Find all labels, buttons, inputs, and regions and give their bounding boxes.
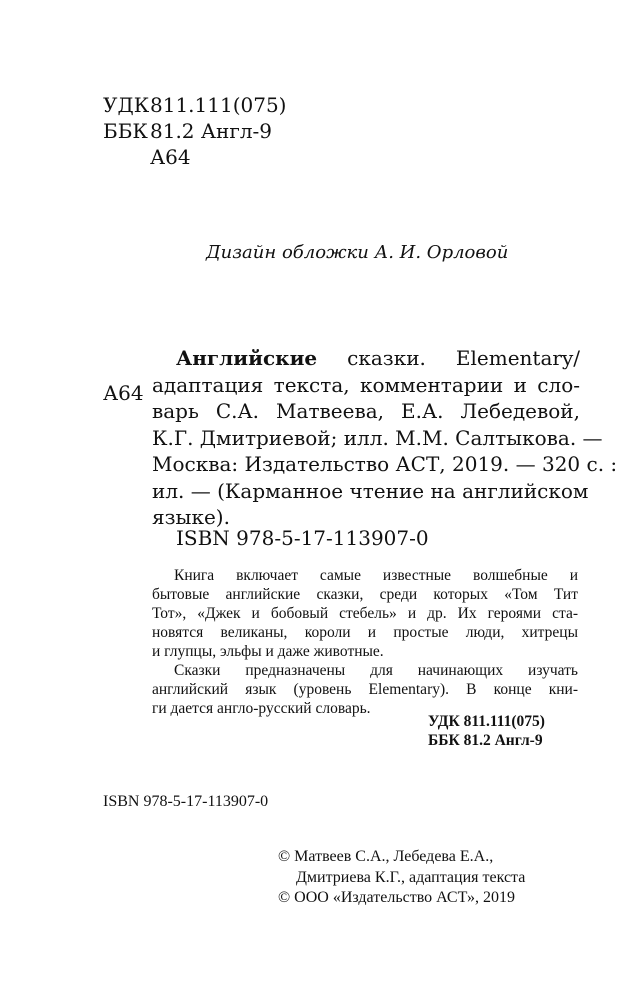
classification-block-top xyxy=(103,92,286,144)
annotation-line: Сказки предназначены для начинающих изучать xyxy=(174,662,578,679)
annotation-line: Тот», «Джек и бобовый стебель» и др. Их героями ста- xyxy=(152,605,578,622)
copyright-line: Дмитриева К.Г., адаптация текста xyxy=(296,868,526,886)
annotation-line: новятся великаны, короли и простые люди, хитрецы xyxy=(152,624,578,641)
isbn-bottom: ISBN 978-5-17-113907-0 xyxy=(103,793,269,810)
bibliographic-line: К.Г. Дмитриевой; илл. М.М. Салтыкова. — xyxy=(152,425,603,450)
book-title: Английские xyxy=(176,346,318,370)
udk-label: УДК xyxy=(103,93,150,117)
bibliographic-line: Москва: Издательство АСТ, 2019. — 320 с. : xyxy=(152,452,618,476)
annotation-line: бытовые английские сказки, среди которых «Том Тит xyxy=(152,586,578,603)
cover-design-credit: Дизайн обложки А. И. Орловой xyxy=(206,242,509,263)
annotation-line: ги дается англо-русский словарь. xyxy=(152,700,371,717)
isbn-main: ISBN 978-5-17-113907-0 xyxy=(176,526,429,550)
udk-bottom: УДК 811.111(075) xyxy=(428,713,545,730)
copyright-line: © Матвеев С.А., Лебедева Е.А., xyxy=(278,848,494,865)
bibliographic-line-1 xyxy=(152,345,580,372)
bibliographic-record xyxy=(152,345,618,531)
bibliographic-line: варь С.А. Матвеева, Е.А. Лебедевой, xyxy=(152,399,580,423)
annotation-line: английский язык (уровень Elementary). В конце кни- xyxy=(152,681,578,698)
annotation-line: Книга включает самые известные волшебные и xyxy=(174,567,578,584)
copyright-line: © ООО «Издательство АСТ», 2019 xyxy=(278,889,515,906)
bibliographic-line: адаптация текста, комментарии и сло- xyxy=(152,372,580,397)
author-code-top: А64 xyxy=(150,145,191,169)
bbk-label: ББК xyxy=(103,119,148,143)
copyright-block xyxy=(278,847,578,909)
annotation xyxy=(152,566,578,718)
author-code-bibliographic: А64 xyxy=(103,381,144,405)
bibliographic-line: языке). xyxy=(152,505,230,529)
classification-block-bottom xyxy=(428,712,545,750)
bibliographic-line: ил. — (Карманное чтение на английском xyxy=(152,478,589,503)
udk-value: 811.111(075) xyxy=(150,93,287,117)
annotation-line: и глупцы, эльфы и даже животные. xyxy=(152,643,384,660)
bbk-value: 81.2 Англ-9 xyxy=(150,119,273,143)
bbk-bottom: ББК 81.2 Англ-9 xyxy=(428,732,543,749)
bibliographic-line-1-rest: сказки. Elementary/ xyxy=(317,346,580,370)
